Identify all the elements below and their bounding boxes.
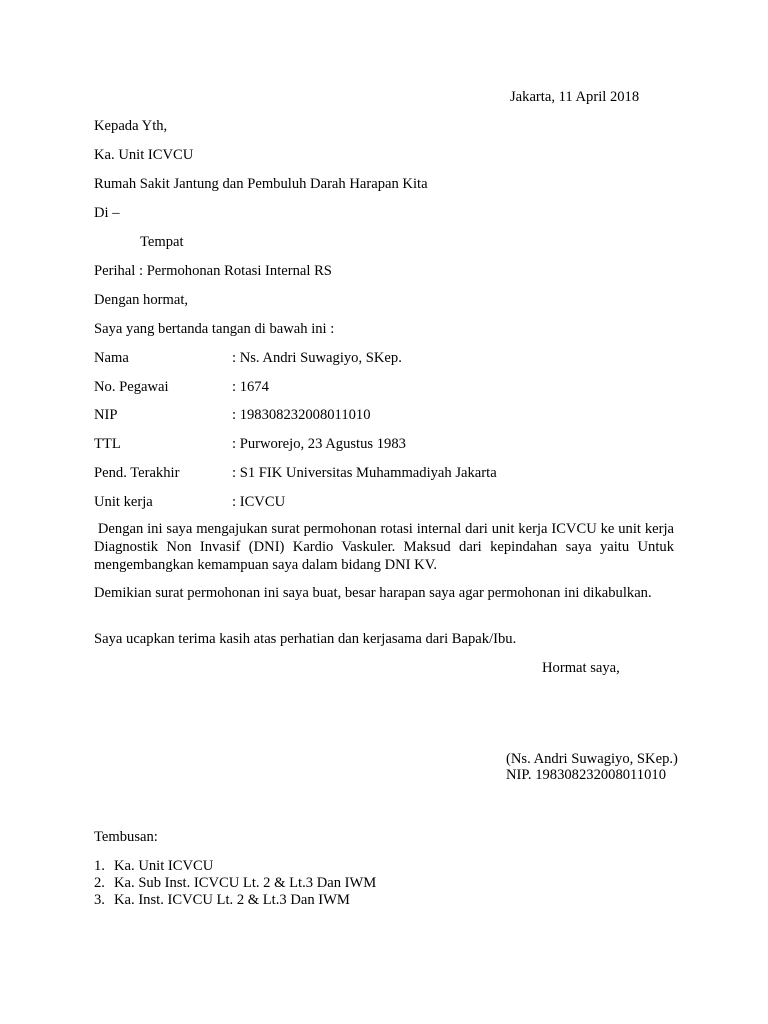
identity-label: Unit kerja: [94, 494, 153, 510]
letter-date: Jakarta, 11 April 2018: [510, 89, 640, 105]
identity-value: : 198308232008011010: [232, 407, 371, 423]
addressee-line-1: Kepada Yth,: [94, 118, 168, 134]
list-item-number: 3.: [94, 892, 105, 908]
addressee-line-2: Ka. Unit ICVCU: [94, 147, 194, 163]
body-paragraph-3: Saya ucapkan terima kasih atas perhatian dan kerjasama dari Bapak/Ibu.: [94, 631, 517, 647]
addressee-line-3: Rumah Sakit Jantung dan Pembuluh Darah Harapan Kita: [94, 176, 428, 192]
list-item-text: Ka. Unit ICVCU: [114, 858, 214, 874]
list-item: [94, 891, 350, 909]
identity-label: Nama: [94, 350, 129, 366]
signer-name: (Ns. Andri Suwagiyo, SKep.): [506, 751, 678, 767]
letter-subject: Perihal : Permohonan Rotasi Internal RS: [94, 263, 332, 279]
list-item-number: 1.: [94, 858, 105, 874]
identity-value: : Ns. Andri Suwagiyo, SKep.: [232, 350, 402, 366]
letter-intro: Saya yang bertanda tangan di bawah ini :: [94, 321, 335, 337]
identity-value: : ICVCU: [232, 494, 286, 510]
addressee-line-4: Di –: [94, 205, 120, 221]
list-item: [94, 874, 376, 892]
identity-label: Pend. Terakhir: [94, 465, 180, 481]
signer-nip: NIP. 198308232008011010: [506, 767, 666, 783]
identity-value: : 1674: [232, 379, 269, 395]
list-item-text: Ka. Sub Inst. ICVCU Lt. 2 & Lt.3 Dan IWM: [114, 875, 377, 891]
list-item-text: Ka. Inst. ICVCU Lt. 2 & Lt.3 Dan IWM: [114, 892, 350, 908]
letter-greeting: Dengan hormat,: [94, 292, 189, 308]
cc-title: Tembusan:: [94, 829, 158, 845]
closing-salutation: Hormat saya,: [542, 660, 620, 676]
identity-label: No. Pegawai: [94, 379, 169, 395]
body-paragraph-1: Dengan ini saya mengajukan surat permohonan rotasi internal dari unit kerja ICVCU ke unit kerja Diagnostik Non Invasif (DNI) Kardio Vaskuler. Maksud dari kepindahan saya yaitu Untuk mengembangkan kemampuan saya dalam bidang DNI KV.: [94, 521, 678, 573]
body-paragraph-2: Demikian surat permohonan ini saya buat, besar harapan saya agar permohonan ini dikabulkan.: [94, 585, 652, 601]
identity-value: : S1 FIK Universitas Muhammadiyah Jakarta: [232, 465, 497, 481]
identity-label: TTL: [94, 436, 121, 452]
list-item-number: 2.: [94, 875, 105, 891]
identity-value: : Purworejo, 23 Agustus 1983: [232, 436, 406, 452]
identity-label: NIP: [94, 407, 118, 423]
addressee-line-5: Tempat: [140, 234, 184, 250]
list-item: [94, 857, 213, 875]
